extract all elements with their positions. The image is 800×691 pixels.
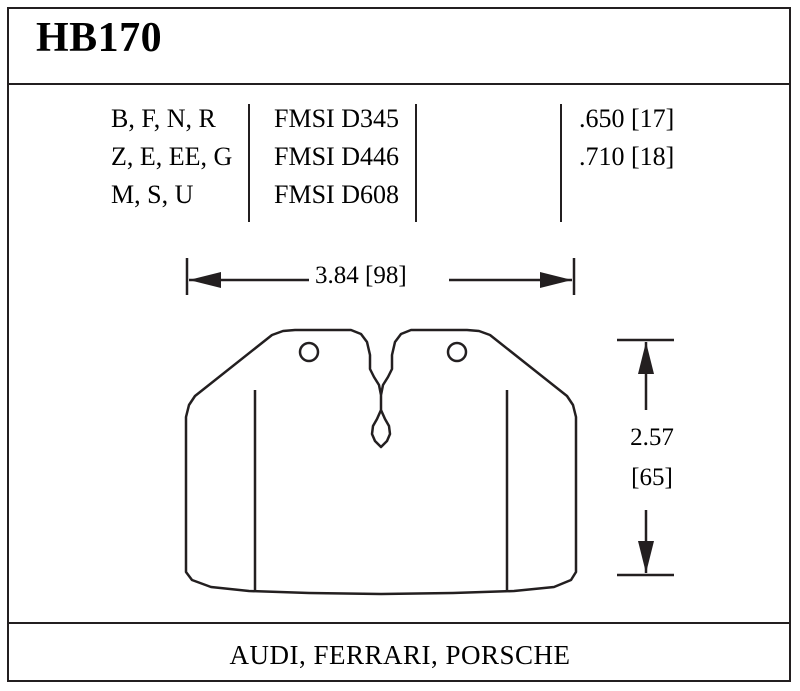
fmsi-number-row: FMSI D345 (274, 104, 399, 133)
brake-pad-outline (186, 330, 576, 594)
mounting-hole-left (300, 343, 318, 361)
height-dimension-mm: [65] (631, 464, 673, 491)
thickness-row: .650 [17] (579, 104, 675, 133)
header-divider-line (9, 83, 789, 85)
spec-table (105, 100, 705, 228)
part-number: HB170 (36, 15, 163, 61)
table-divider-3 (560, 104, 562, 222)
footer-divider-line (9, 622, 789, 624)
compound-code-row: Z, E, EE, G (111, 142, 233, 171)
fmsi-number-row: FMSI D608 (274, 180, 399, 209)
thickness-column (565, 100, 705, 228)
compound-code-row: M, S, U (111, 180, 194, 209)
height-dimension-label (612, 418, 692, 498)
height-dimension-inches: 2.57 (630, 424, 674, 451)
table-divider-1 (248, 104, 250, 222)
compound-code-column (105, 100, 240, 228)
compound-code-row: B, F, N, R (111, 104, 216, 133)
vehicle-applications: AUDI, FERRARI, PORSCHE (229, 640, 571, 670)
thickness-row: .710 [18] (579, 142, 675, 171)
fmsi-number-row: FMSI D446 (274, 142, 399, 171)
mounting-hole-right (448, 343, 466, 361)
fmsi-number-column (260, 100, 520, 228)
width-dimension-label: 3.84 [98] (315, 262, 407, 289)
